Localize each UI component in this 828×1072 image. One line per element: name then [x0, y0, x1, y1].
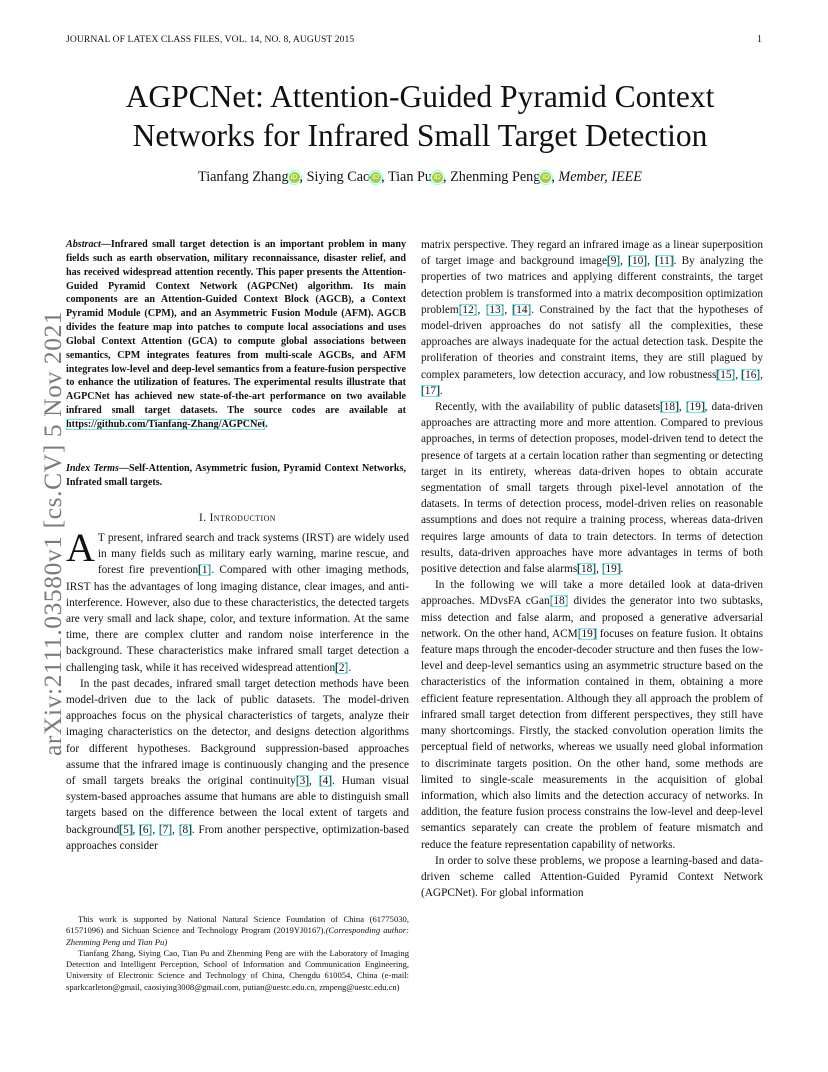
- citation-link[interactable]: [5]: [119, 823, 133, 836]
- citation-link[interactable]: [12]: [458, 303, 478, 316]
- source-code-link[interactable]: https://github.com/Tianfang-Zhang/AGPCNet: [66, 418, 266, 430]
- citation-link[interactable]: [19]: [577, 627, 597, 640]
- footnote-funding: [66, 914, 409, 948]
- citation-link[interactable]: [4]: [318, 775, 332, 788]
- citation-link[interactable]: [17]: [421, 384, 440, 397]
- title-line-1: AGPCNet: Attention-Guided Pyramid Context: [125, 79, 715, 114]
- text-run: matrix perspective. They regard an infrared image as a linear superposition of target image and background image: [421, 239, 763, 268]
- abstract-text: —Infrared small target detection is an important problem in many fields such as earth observation, military reconnaissance, disaster relief, and has received widespread attention recently. This paper presents the Attention-Guided Pyramid Context Network (AGPCNet) algorithm. Its main components are an Attention-Guided Context Block (AGCB), a Context Pyramid Module (CPM), and an Asymmetric Fusion Module (AFM). AGCB divides the feature map into patches to compute local associations and uses Global Context Attention (GCA) to compute global associations between semantics, CPM integrates features from multi-scale AGCBs, and AFM integrates low-level and deep-level semantics from a feature-fusion perspective to enhance the utilization of features. The experimental results illustrate that AGPCNet has achieved new state-of-the-art performance on two available infrared small target datasets. The source codes are available at: [66, 239, 406, 417]
- page-number: 1: [757, 34, 762, 45]
- paragraph: [421, 399, 763, 577]
- citation-link[interactable]: [19]: [601, 563, 621, 576]
- text-run: ,: [152, 823, 159, 836]
- orcid-icon[interactable]: iD: [432, 172, 443, 183]
- left-column-body: [66, 525, 409, 854]
- citation-link[interactable]: [18]: [577, 563, 597, 576]
- text-run: , data-driven approaches are attracting more and more attention. Compared to previous approaches, in terms of detection proposes, model-driven tend to detect the presence of targets at a certain location rather than segmenting or detecting target in its entirety, whereas data-driven hopes to obtain accurate segmentation of small targets through pixel-level annotation of the datasets. In terms of detection process, model-driven relies on reasonable assumptions and does not require a training process, whereas data-driven requires large amounts of data to train detectors. In terms of detection results, data-driven approaches have more advantages in terms of both positive detection and false alarms: [421, 401, 763, 576]
- text-run: . Constrained by the fact that the hypotheses of model-driven approaches do not satisfy all the complexities, these approaches are always inadequate for the actual detection task. Despite the proliferation of theories and constraint items, they are still plagued by complex parameters, low detection accuracy, and low robustness: [421, 303, 764, 381]
- paragraph: [66, 676, 409, 854]
- text-run: focuses on feature fusion. It obtains feature maps through the encoder-decoder structure and then fuses the low-level and deep-level semantics using an asymmetric structure based on the characteristics of the information contained in them, obtaining a more efficient feature representation. Although they all approach the problem of infrared small target detection from different perspectives, they still have many shortcomings. Firstly, the stacked convolution operation limits the perceptual field of networks, whereas we usually need global information to discriminate targets position. On the other hand, some methods are limited to single-scale measurements in the acquisition of global information, which also limits and the detection accuracy of networks. In addition, the feature fusion process constrains the low-level and deep-level semantics separately can create the problem of feature mismatch and reduce the feature representation capability of networks.: [421, 627, 763, 851]
- text-run: .: [439, 384, 443, 397]
- section-number: I.: [199, 512, 207, 524]
- citation-link[interactable]: [18]: [660, 401, 679, 414]
- running-header: JOURNAL OF LATEX CLASS FILES, VOL. 14, NO. 8, AUGUST 2015: [66, 34, 355, 45]
- paragraph: [66, 525, 409, 676]
- citation-link[interactable]: [11]: [655, 255, 674, 268]
- author-membership: Member, IEEE: [558, 169, 642, 185]
- text-run: This work is supported by National Natural Science Foundation of China (61775030, 61571096) and Sichuan Science and Technology Program (2019YJ0167).: [66, 914, 409, 936]
- citation-link[interactable]: [10]: [628, 255, 648, 268]
- text-run: ,: [596, 563, 602, 576]
- text-run: ,: [477, 303, 486, 316]
- drop-cap: A: [66, 525, 95, 570]
- text-run: T present, infrared search and track systems (IRST) are widely used in many fields such as military early warning, marine rescue, and forest fire prevention: [97, 532, 409, 577]
- text-run: . Human visual system-based approaches assume that humans are able to distinguish small targets based on the difference between the local extent of targets and background: [66, 775, 409, 836]
- citation-link[interactable]: [13]: [485, 303, 505, 316]
- index-terms-label: Index Terms: [66, 463, 119, 474]
- text-run: ,: [132, 823, 140, 836]
- section-title: Introduction: [209, 512, 276, 524]
- text-run: divides the generator into two subtasks, miss detection and false alarm, and proposed a generative adversarial network. On the other hand, ACM: [421, 595, 763, 640]
- text-run: In the following we will take a more detailed look at data-driven approaches. MDvsFA cGan: [421, 579, 763, 608]
- text-run: ,: [172, 823, 179, 836]
- orcid-icon[interactable]: iD: [289, 172, 300, 183]
- paragraph: [421, 577, 763, 852]
- author-list: Tianfang Zhang iD , Siying Cao iD , Tian Pu iD , Zhenming Peng iD , Member, IEEE: [198, 169, 642, 185]
- text-run: In the past decades, infrared small target detection methods have been model-driven due to the lack of public datasets. The model-driven approaches focus on the physical characteristics of targets, analyze their imaging characteristics on the detector, and designs detection algorithms for different hypotheses. Background suppression-based approaches assume that the infrared image is continuously changing and the presence of small targets breaks the original continuity: [66, 677, 409, 788]
- citation-link[interactable]: [2]: [335, 661, 349, 674]
- author-name: Siying Cao: [306, 169, 371, 185]
- orcid-icon[interactable]: iD: [540, 172, 551, 183]
- author-name: Tian Pu: [387, 169, 432, 185]
- citation-link[interactable]: [14]: [512, 303, 532, 316]
- text-run: .: [348, 661, 352, 674]
- paper-title: [40, 77, 800, 155]
- citation-link[interactable]: [3]: [295, 775, 310, 788]
- text-run: ,: [647, 255, 656, 268]
- corresponding-author-note: (Corresponding author: Zhenming Peng and Tian Pu): [66, 925, 409, 947]
- citation-link[interactable]: [7]: [158, 823, 173, 836]
- arxiv-stamp: arXiv:2111.03580v1 [cs.CV] 5 Nov 2021: [38, 310, 67, 756]
- index-terms: [66, 462, 406, 490]
- abstract: [66, 238, 406, 432]
- citation-link[interactable]: [9]: [606, 255, 621, 268]
- author-name: Tianfang Zhang: [198, 169, 289, 185]
- text-run: ,: [620, 255, 629, 268]
- text-run: ,: [760, 368, 763, 381]
- text-run: Recently, with the availability of public datasets: [435, 401, 661, 414]
- text-run: . Compared with other imaging methods, IRST has the advantages of long imaging distance, clear images, and anti-interference. However, also due to these characteristics, the detected targets are very small and lack shape, color, and texture information. At the same time, there are complex clutter and random noise interference in the background. These characteristics make infrared small target detection a challenging task, while it has received widespread attention: [66, 564, 409, 674]
- text-run: ,: [678, 401, 686, 414]
- author-name: Zhenming Peng: [450, 169, 541, 185]
- citation-link[interactable]: [1]: [198, 564, 212, 577]
- abstract-label: Abstract: [66, 239, 101, 250]
- abstract-end: .: [265, 418, 268, 430]
- title-line-2: Networks for Infrared Small Target Detection: [132, 118, 708, 153]
- text-run: . From another perspective, optimization-based approaches consider: [66, 823, 409, 852]
- index-terms-text: —Self-Attention, Asymmetric fusion, Pyramid Context Networks, Infrated small targets.: [66, 463, 406, 488]
- paragraph: [421, 237, 763, 399]
- text-run: ,: [309, 775, 319, 788]
- citation-link[interactable]: [15]: [716, 368, 736, 381]
- citation-link[interactable]: [18]: [549, 595, 569, 608]
- citation-link[interactable]: [19]: [685, 401, 705, 414]
- section-heading: [66, 512, 409, 524]
- footnote: [66, 914, 409, 993]
- footnote-affiliation: Tianfang Zhang, Siying Cao, Tian Pu and Zhenming Peng are with the Laboratory of Imaging Detection and Intelligent Perception, School of Information and Communication Engineering, University of Electronic Science and Technology of China, Chengdu 610054, China (e-mail: sparkcarleton@gmail, caosiying3008@gmail.com, putian@uestc.edu.cn, zmpeng@uestc.edu.cn): [66, 947, 409, 992]
- right-column-body: [421, 237, 763, 901]
- citation-link[interactable]: [16]: [741, 368, 761, 381]
- citation-link[interactable]: [8]: [178, 823, 192, 836]
- text-run: ,: [504, 303, 513, 316]
- text-run: .: [620, 563, 624, 576]
- text-run: ,: [735, 368, 742, 381]
- text-run: . By analyzing the properties of two matrices and applying different constraints, the target detection problem is transformed into a matrix decomposition optimization problem: [421, 255, 764, 316]
- paragraph: In order to solve these problems, we propose a learning-based and data-driven scheme called Attention-Guided Pyramid Context Network (AGPCNet). For global information: [421, 854, 763, 900]
- citation-link[interactable]: [6]: [139, 823, 153, 836]
- orcid-icon[interactable]: iD: [370, 172, 381, 183]
